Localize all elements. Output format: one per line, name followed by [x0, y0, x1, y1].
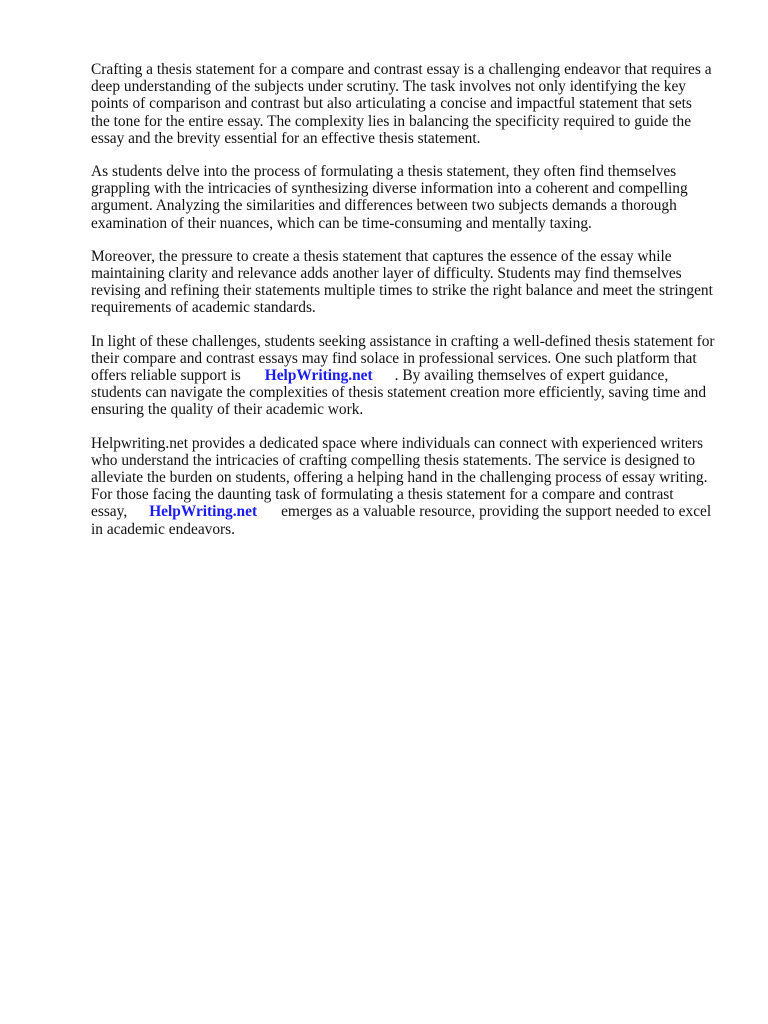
document-page — [91, 61, 731, 554]
text-line: grappling with the intricacies of synthesizing diverse information into a coherent and compelling — [91, 180, 688, 198]
text-line: essay and the brevity essential for an effective thesis statement. — [91, 129, 481, 147]
text-line: revising and refining their statements multiple times to strike the right balance and meet the stringent — [91, 282, 713, 300]
text-line: requirements of academic standards. — [91, 299, 316, 317]
paragraph-1 — [91, 61, 731, 147]
link-prefix-text: essay, — [91, 503, 128, 521]
text-line: As students delve into the process of formulating a thesis statement, they often find themselves — [91, 163, 677, 181]
link-prefix-text: offers reliable support is — [91, 367, 241, 385]
text-line: Helpwriting.net provides a dedicated space where individuals can connect with experienced writers — [91, 434, 703, 452]
text-line: Crafting a thesis statement for a compare and contrast essay is a challenging endeavor that requires a — [91, 61, 712, 78]
text-line: ensuring the quality of their academic work. — [91, 401, 364, 419]
helpwriting-link[interactable]: HelpWriting.net — [264, 367, 373, 385]
text-line-with-link — [91, 367, 731, 384]
text-line: alleviate the burden on students, offering a helping hand in the challenging process of essay writing. — [91, 469, 708, 487]
text-line: the tone for the entire essay. The complexity lies in balancing the specificity required to guide the — [91, 112, 692, 130]
text-line: in academic endeavors. — [91, 520, 236, 538]
text-line: students can navigate the complexities of thesis statement creation more efficiently, saving time and — [91, 384, 707, 402]
text-line-with-link — [91, 503, 731, 520]
helpwriting-link[interactable]: HelpWriting.net — [149, 503, 258, 521]
text-line: For those facing the daunting task of formulating a thesis statement for a compare and contrast — [91, 486, 674, 504]
text-line: deep understanding of the subjects under scrutiny. The task involves not only identifying the key — [91, 78, 686, 96]
text-line: maintaining clarity and relevance adds another layer of difficulty. Students may find themselves — [91, 265, 682, 283]
text-line: examination of their nuances, which can be time-consuming and mentally taxing. — [91, 214, 592, 232]
text-line: In light of these challenges, students seeking assistance in crafting a well-defined thesis statement for — [91, 332, 715, 350]
link-suffix-text: . By availing themselves of expert guidance, — [394, 367, 669, 385]
text-line: their compare and contrast essays may find solace in professional services. One such platform that — [91, 349, 697, 367]
paragraph-2 — [91, 163, 731, 232]
text-line: points of comparison and contrast but also articulating a concise and impactful statement that sets — [91, 95, 692, 113]
paragraph-5 — [91, 435, 731, 538]
text-line: Moreover, the pressure to create a thesis statement that captures the essence of the essay while — [91, 247, 672, 265]
text-line: argument. Analyzing the similarities and differences between two subjects demands a thorough — [91, 197, 677, 215]
link-suffix-text: emerges as a valuable resource, providing the support needed to excel — [281, 503, 712, 521]
paragraph-3 — [91, 248, 731, 317]
text-line: who understand the intricacies of crafting compelling thesis statements. The service is designed to — [91, 451, 696, 469]
paragraph-4 — [91, 333, 731, 419]
